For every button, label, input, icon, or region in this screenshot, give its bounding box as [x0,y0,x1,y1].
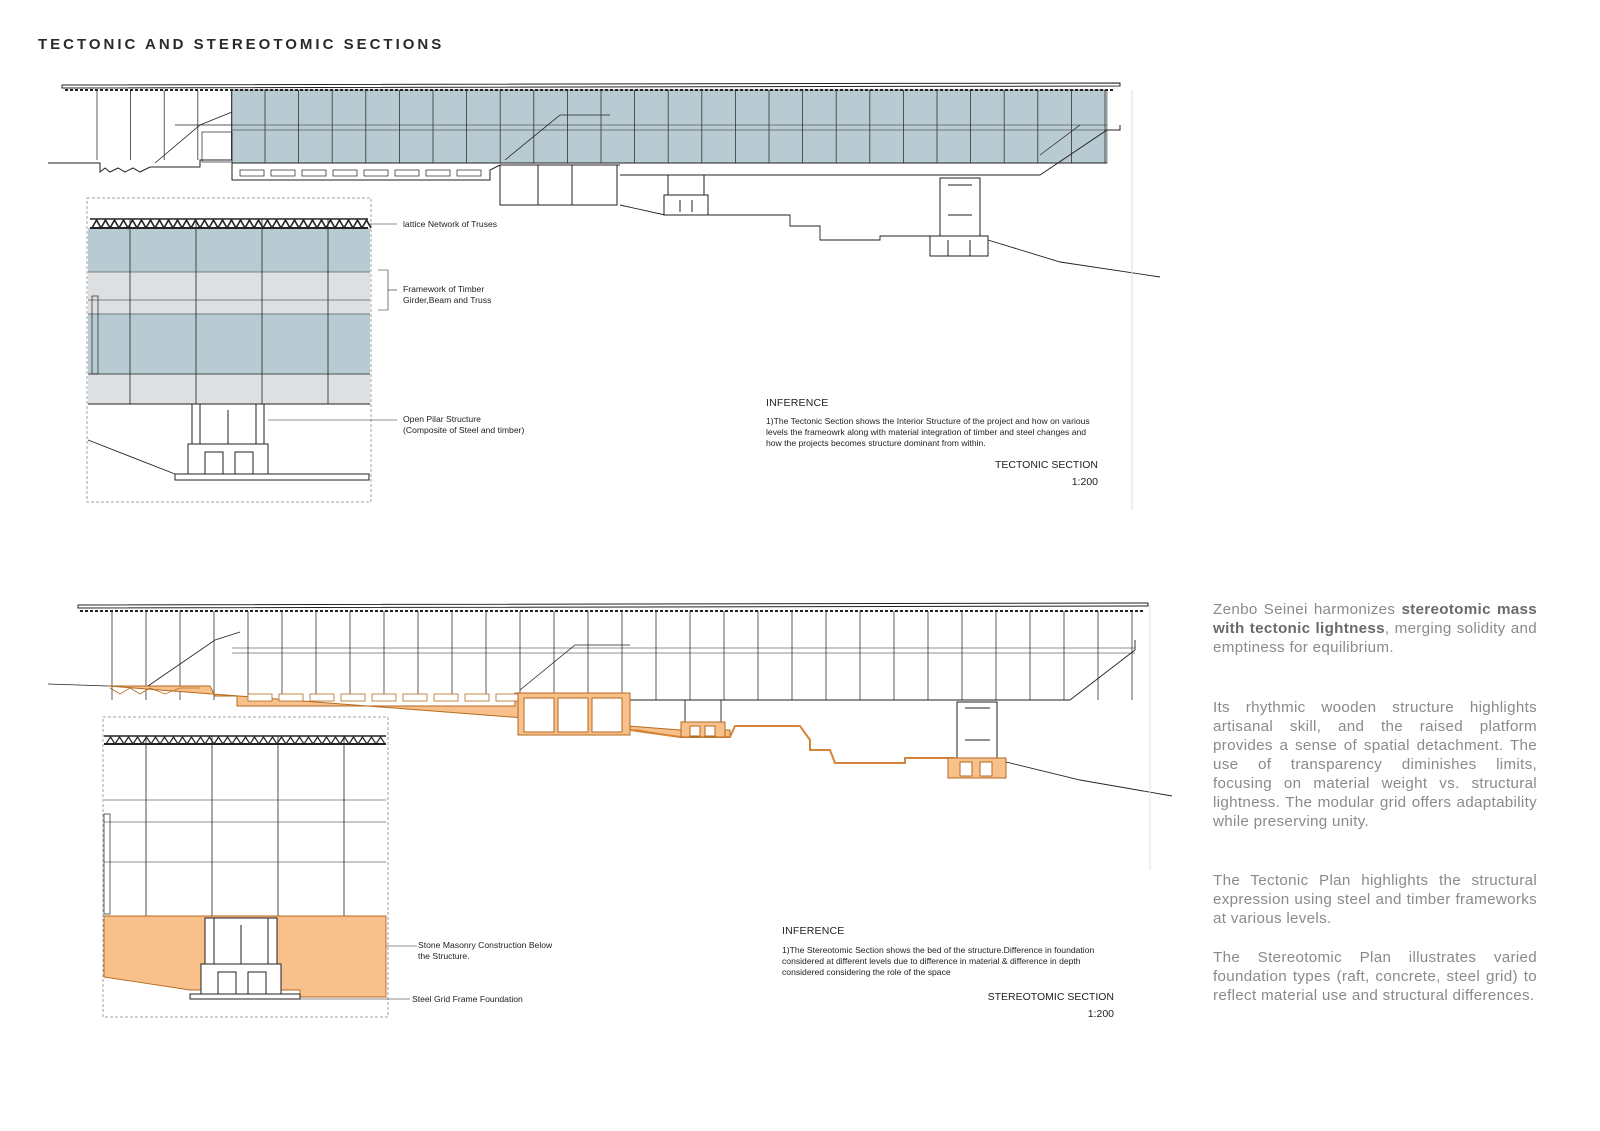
stereotomic-section-name: STEREOTOMIC SECTION [987,991,1114,1003]
tectonic-scale: 1:200 [1071,476,1098,488]
stereotomic-detail-drawing [103,717,417,1017]
tectonic-section-name: TECTONIC SECTION [994,459,1098,471]
tectonic-inference-line: how the projects becomes structure dominant from within. [766,438,986,448]
pillar-callout-line1: Open Pilar Structure [403,414,481,424]
stereotomic-inference-line: considered considering the role of the space [782,967,951,977]
tectonic-detail-drawing [87,198,397,502]
tectonic-inference-line: 1)The Tectonic Section shows the Interior Structure of the project and how on various [766,416,1090,426]
description-paragraph-3: The Tectonic Plan highlights the structural expression using steel and timber frameworks at various levels. [1213,872,1537,927]
pillar-callout-line2: (Composite of Steel and timber) [403,425,525,435]
stereotomic-scale: 1:200 [1087,1008,1114,1020]
masonry-callout-line2: the Structure. [418,951,470,961]
page-title: TECTONIC AND STEREOTOMIC SECTIONS [38,36,445,53]
stereotomic-inference-line: 1)The Stereotomic Section shows the bed of the structure.Difference in foundation [782,945,1095,955]
stereotomic-inference-heading: INFERENCE [782,925,845,937]
tectonic-inference-line: levels the frameowrk along with material integration of timber and steel changes and [766,427,1087,437]
framework-callout-line2: Girder,Beam and Truss [403,295,492,305]
framework-callout-line1: Framework of Timber [403,284,485,294]
stereotomic-inference-line: considered at different levels due to difference in material & difference in depth [782,956,1081,966]
description-paragraph-1: Zenbo Seinei harmonizes stereotomic mass with tectonic lightness, merging solidity and emptiness for equilibrium. [1213,601,1537,656]
masonry-callout-line1: Stone Masonry Construction Below [418,940,553,950]
description-paragraph-2: Its rhythmic wooden structure highlights artisanal skill, and the raised platform provides a sense of spatial detachment. The use of transparency diminishes limits, focusing on material weight vs. structural lightness. The modular grid offers adaptability while preserving unity. [1213,699,1537,830]
description-paragraph-4: The Stereotomic Plan illustrates varied foundation types (raft, concrete, steel grid) to reflect material use and structural differences. [1213,949,1537,1004]
foundation-callout: Steel Grid Frame Foundation [412,994,523,1004]
truss-callout: lattice Network of Truses [403,219,498,229]
tectonic-inference-heading: INFERENCE [766,397,829,409]
